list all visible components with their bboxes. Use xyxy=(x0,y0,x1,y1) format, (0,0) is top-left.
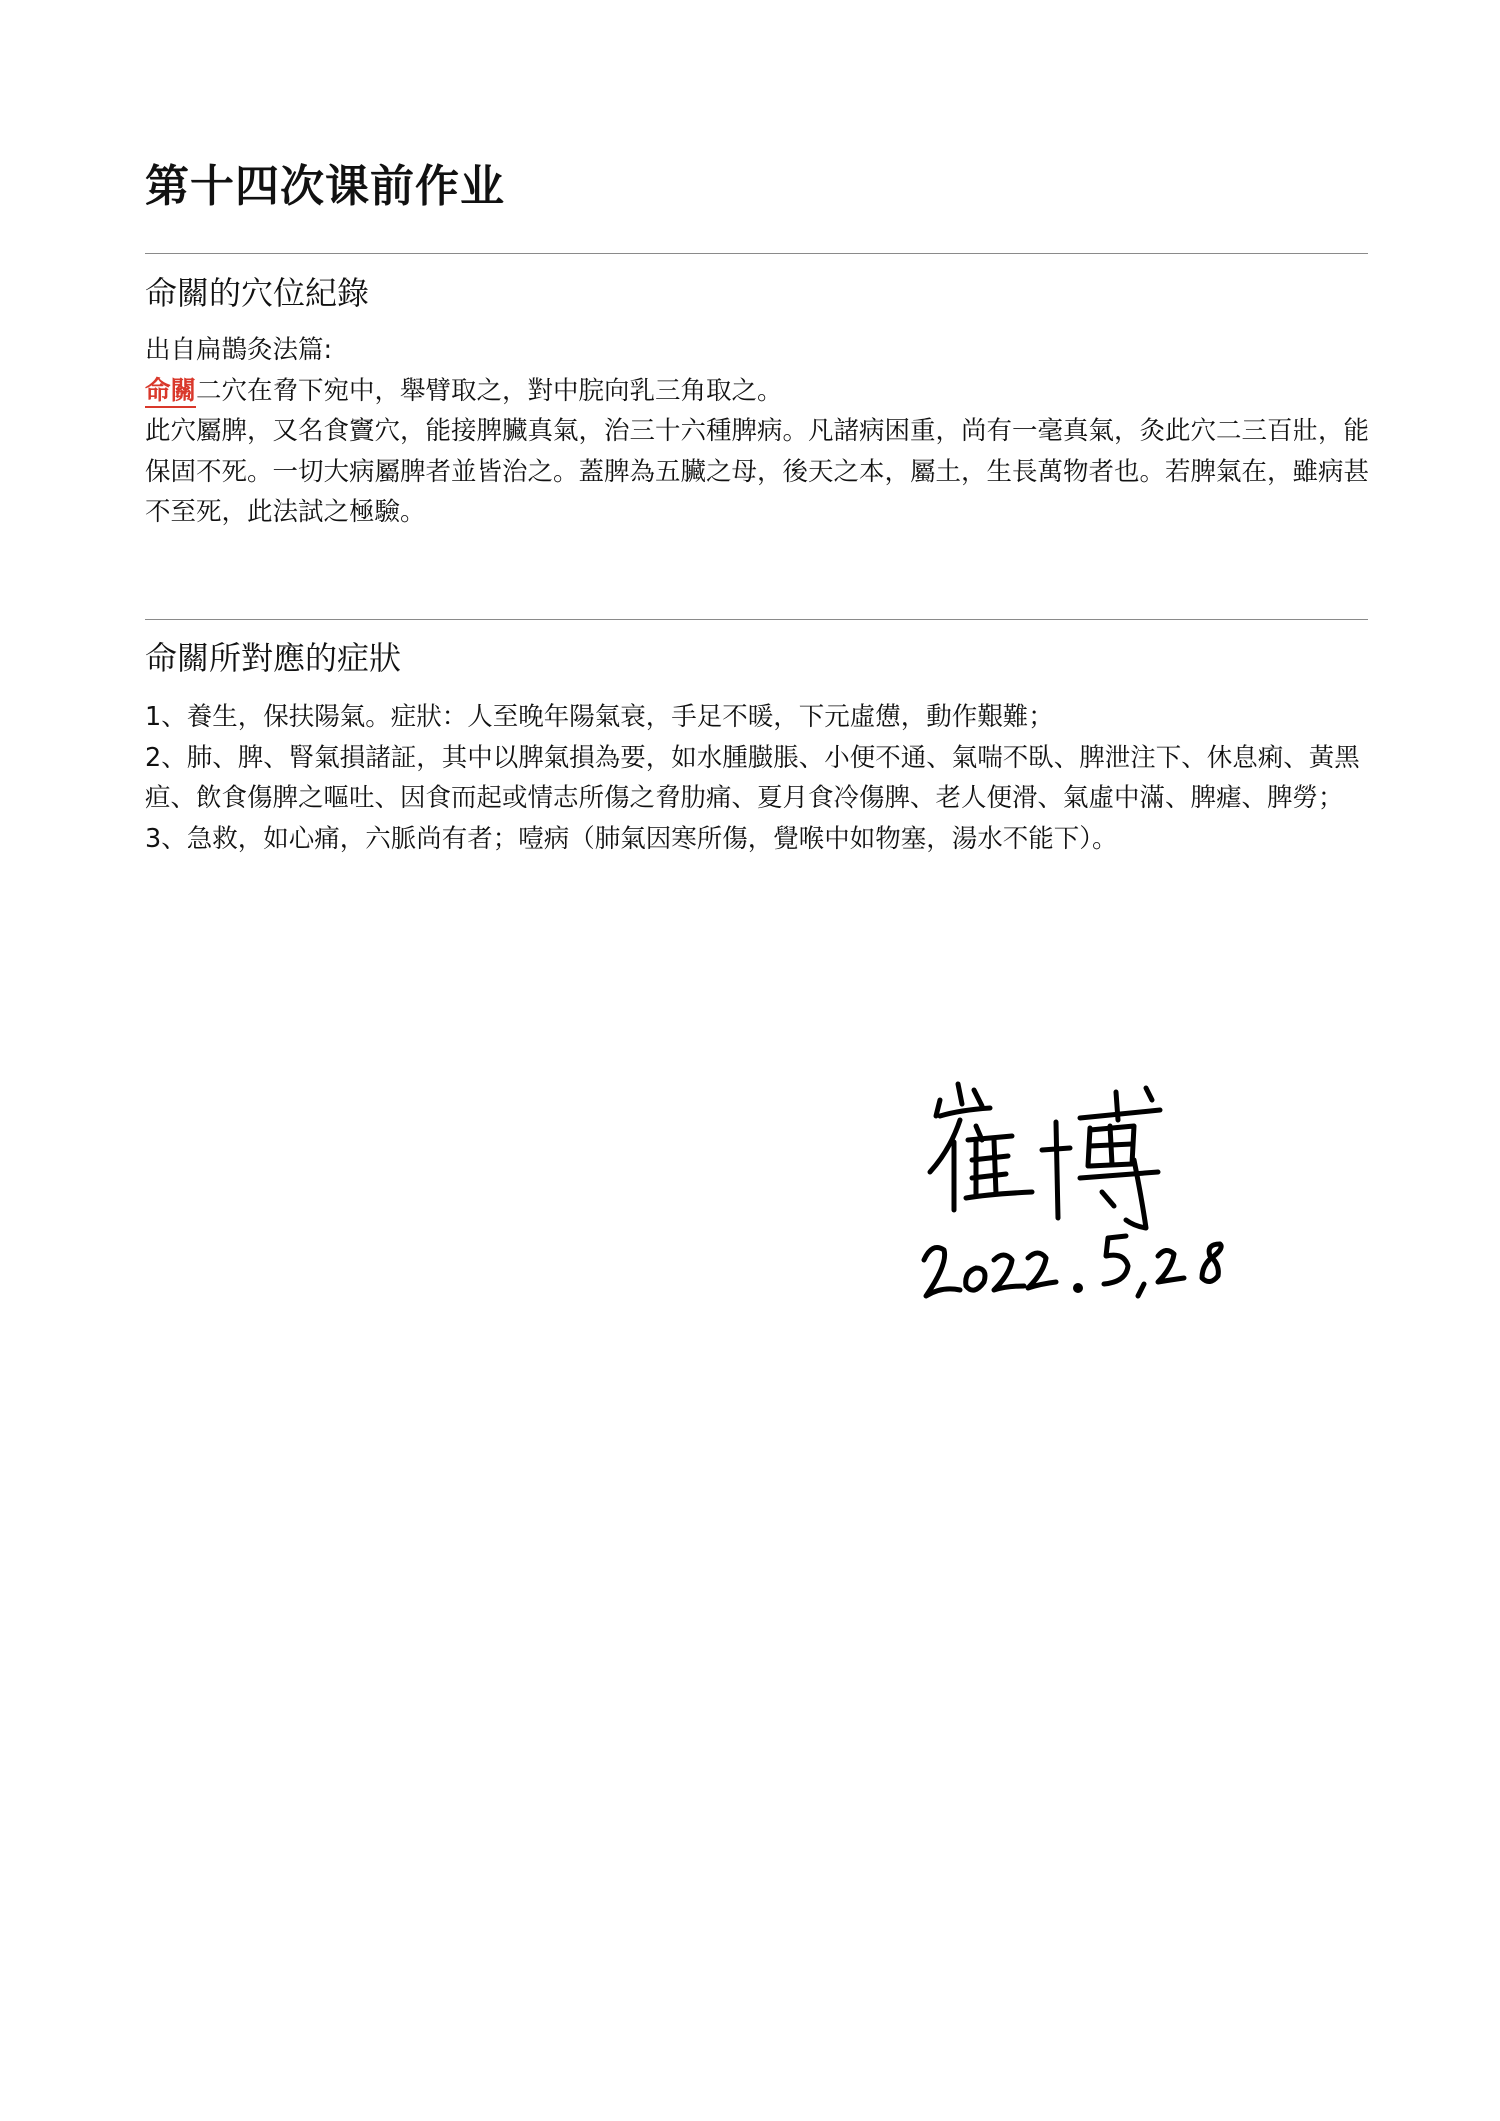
symptoms-list xyxy=(145,697,1375,859)
section-heading-acupoint-record: 命關的穴位紀錄 xyxy=(145,274,370,312)
signature-date xyxy=(924,1236,1221,1296)
source-line: 出自扁鵲灸法篇: xyxy=(145,335,333,365)
highlighted-term: 命關 xyxy=(145,375,197,406)
section-heading-symptoms: 命關所對應的症狀 xyxy=(145,639,402,677)
acupoint-record-body xyxy=(145,330,1375,533)
page-title: 第十四次课前作业 xyxy=(145,161,505,212)
list-item: 1、養生，保扶陽氣。症狀：人至晚年陽氣衰，手足不暖，下元虛憊，動作艱難； xyxy=(145,702,1054,732)
section-divider xyxy=(145,253,1368,254)
list-item: 3、急救，如心痛，六脈尚有者；噎病（肺氣因寒所傷，覺喉中如物塞，湯水不能下）。 xyxy=(145,823,1118,854)
list-item: 2、肺、脾、腎氣損諸証，其中以脾氣損為要，如水腫臌脹、小便不通、氣喘不臥、脾泄注下、休息痢、黃黑疸、飲食傷脾之嘔吐、因食而起或情志所傷之脅肋痛、夏月食冷傷脾、老人便滑、氣虛中滿、脾瘧、脾勞； xyxy=(145,742,1360,813)
signature-name xyxy=(930,1084,1160,1228)
description-paragraph: 此穴屬脾，又名食竇穴，能接脾臟真氣，治三十六種脾病。凡諸病困重，尚有一毫真氣，灸此穴二三百壯，能保固不死。一切大病屬脾者並皆治之。蓋脾為五臟之母，後天之本，屬土，生長萬物者也。若脾氣在，雖病甚不至死，此法試之極驗。 xyxy=(145,416,1370,527)
location-line xyxy=(145,371,1375,412)
handwritten-signature xyxy=(920,1060,1260,1330)
location-text: 二穴在脅下宛中，舉臂取之，對中脘向乳三角取之。 xyxy=(196,375,783,406)
section-divider xyxy=(145,619,1368,620)
